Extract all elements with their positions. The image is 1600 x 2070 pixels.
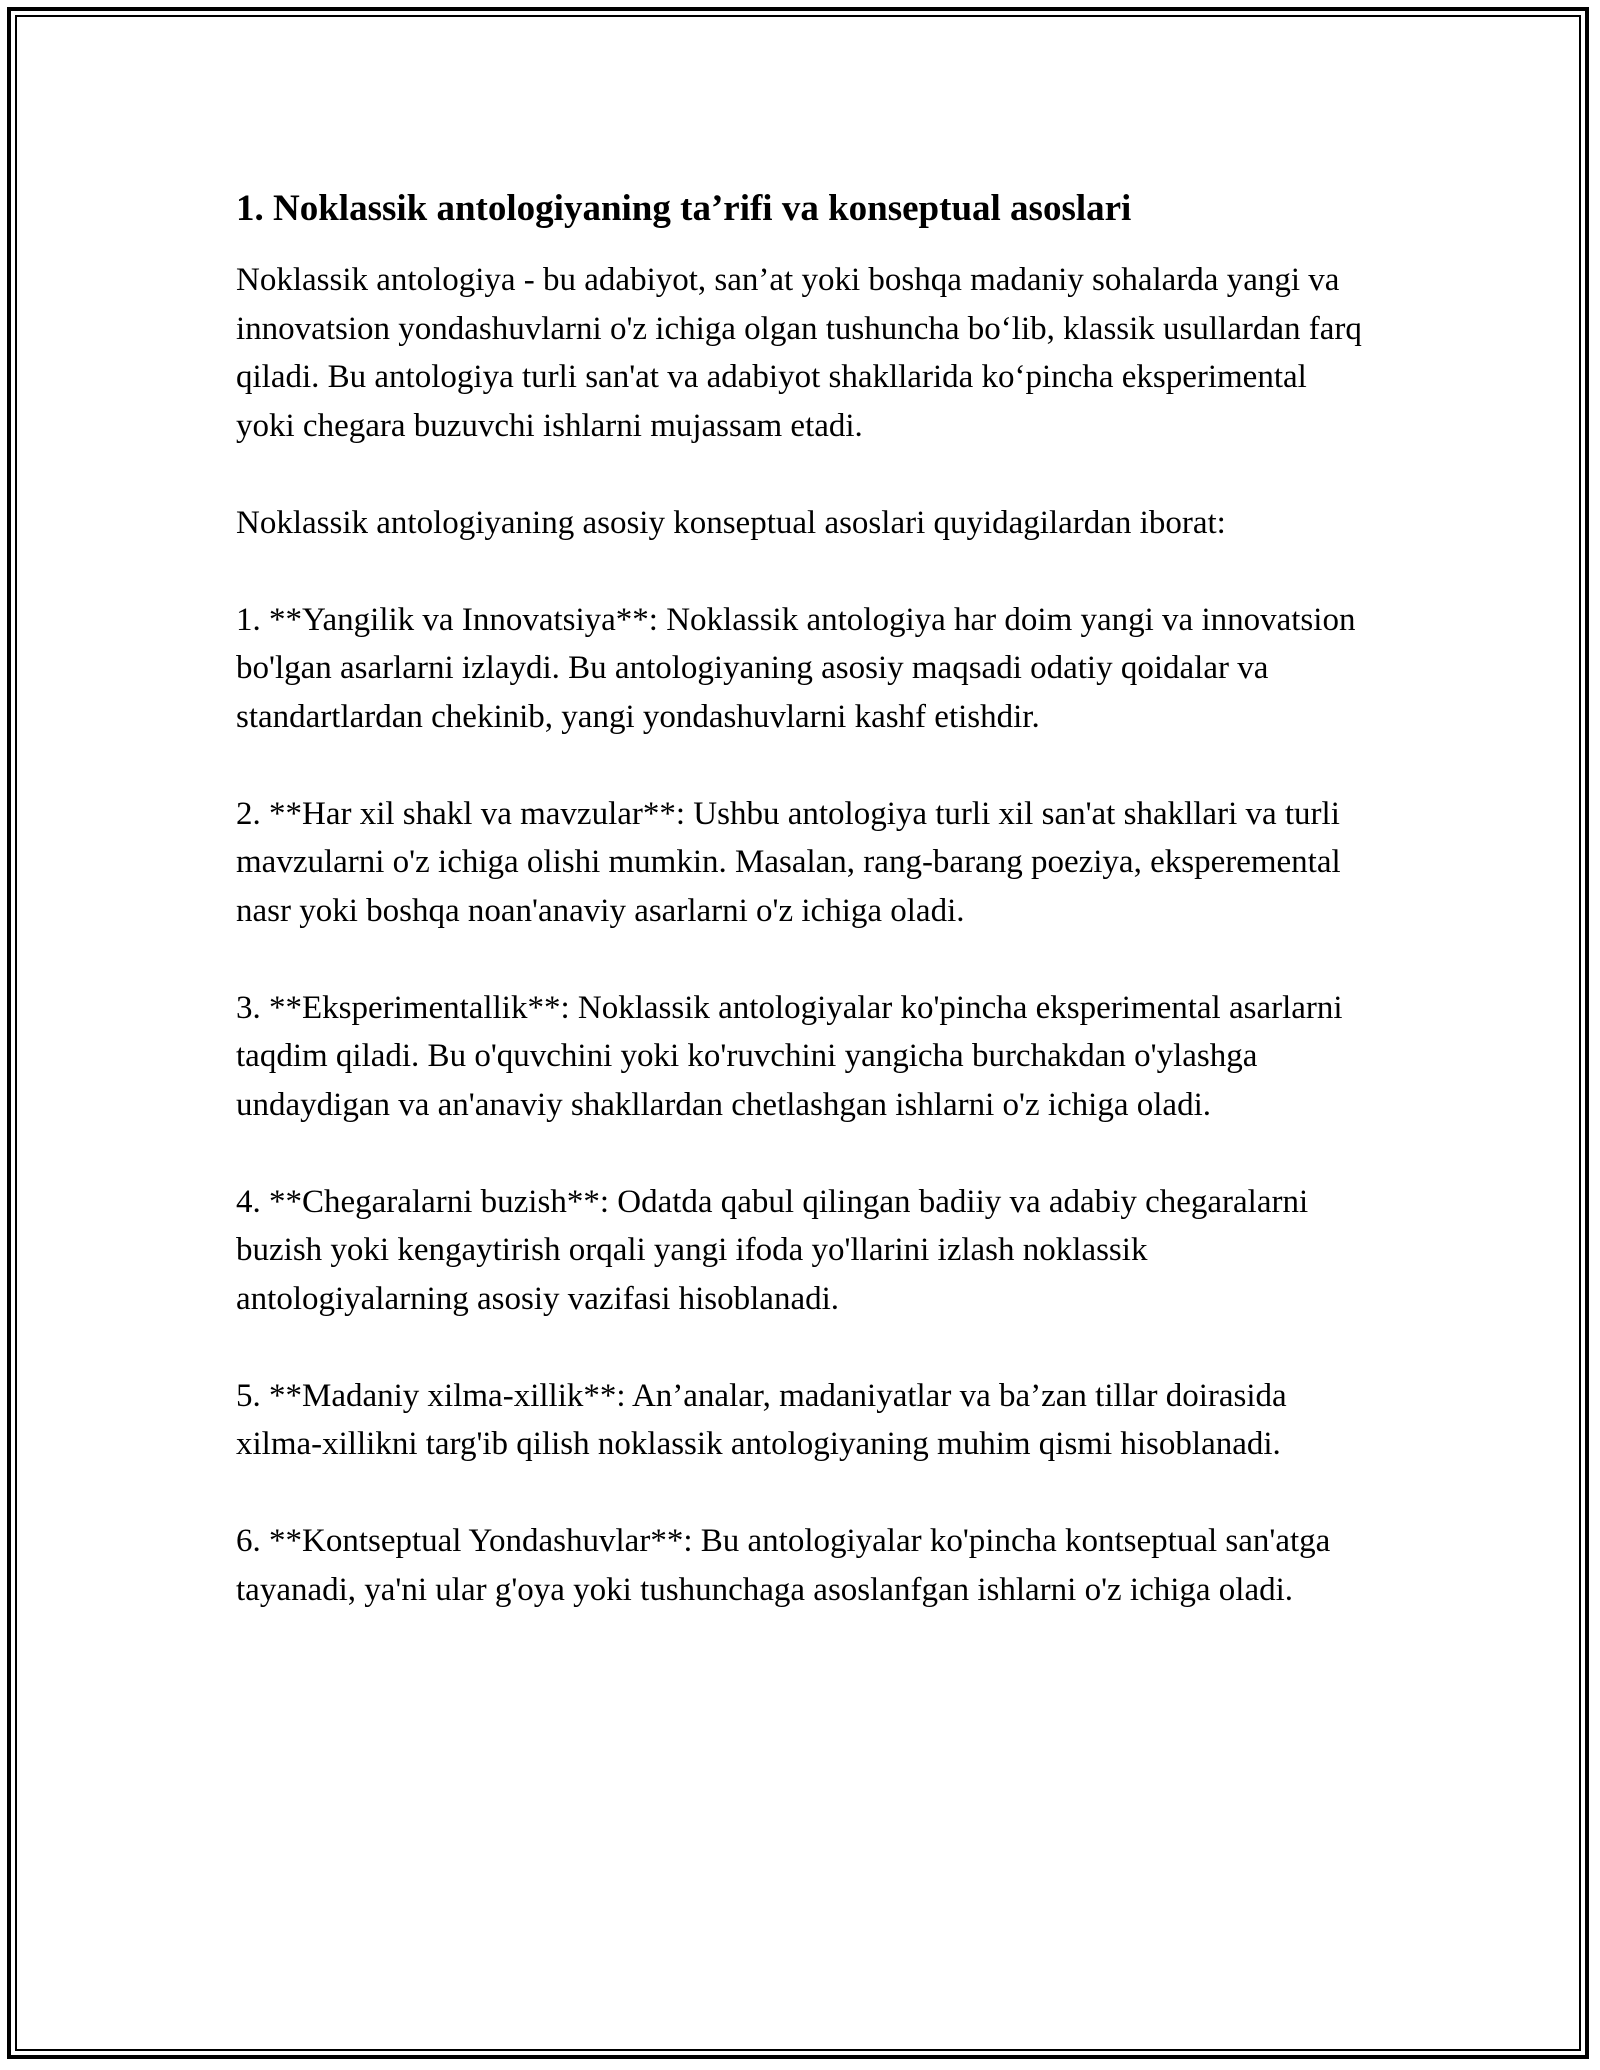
list-intro-paragraph: Noklassik antologiyaning asosiy konseptual asoslari quyidagilardan iborat: (236, 504, 1226, 541)
list-item-conceptual-approaches: 6. **Kontseptual Yondashuvlar**: Bu antologiyalar ko'pincha kontseptual san'atga tayanadi, ya'ni ular g'oya yoki tushunchaga asoslanfgan ishlarni o'z ichiga oladi. (236, 1523, 1331, 1608)
list-item-breaking-boundaries: 4. **Chegaralarni buzish**: Odatda qabul qilingan badiiy va adabiy chegaralarni buzish yoki kengaytirish orqali yangi ifoda yo'llarini izlash noklassik antologiyalarning asosiy vazifasi hisoblanadi. (236, 1183, 1309, 1317)
list-item-innovation: 1. **Yangilik va Innovatsiya**: Noklassik antologiya har doim yangi va innovatsion bo'lgan asarlarni izlaydi. Bu antologiyaning asosiy maqsadi odatiy qoidalar va standartlardan chekinib, yangi yondashuvlarni kashf etishdir. (236, 601, 1356, 735)
list-item-cultural-diversity: 5. **Madaniy xilma-xillik**: An’analar, madaniyatlar va ba’zan tillar doirasida xilma-xillikni targ'ib qilish noklassik antologiyaning muhim qismi hisoblanadi. (236, 1377, 1287, 1462)
section-title: 1. Noklassik antologiyaning ta’rifi va konseptual asoslari (236, 188, 1132, 229)
list-item-experimentality: 3. **Eksperimentallik**: Noklassik antologiyalar ko'pincha eksperimental asarlarni taqdim qiladi. Bu o'quvchini yoki ko'ruvchini yangicha burchakdan o'ylashga undaydigan va an'anaviy shakllardan chetlashgan ishlarni o'z ichiga oladi. (236, 989, 1343, 1123)
intro-paragraph: Noklassik antologiya - bu adabiyot, san’at yoki boshqa madaniy sohalarda yangi va innovatsion yondashuvlarni o'z ichiga olgan tushuncha bo‘lib, klassik usullardan farq qiladi. Bu antologiya turli san'at va adabiyot shakllarida ko‘pincha eksperimental yoki chegara buzuvchi ishlarni mujassam etadi. (236, 262, 1362, 444)
list-item-forms-themes: 2. **Har xil shakl va mavzular**: Ushbu antologiya turli xil san'at shakllari va turli mavzularni o'z ichiga olishi mumkin. Masalan, rang-barang poeziya, eksperemental nasr yoki boshqa noan'anaviy asarlarni o'z ichiga oladi. (236, 795, 1341, 929)
document-body (236, 186, 1366, 1614)
